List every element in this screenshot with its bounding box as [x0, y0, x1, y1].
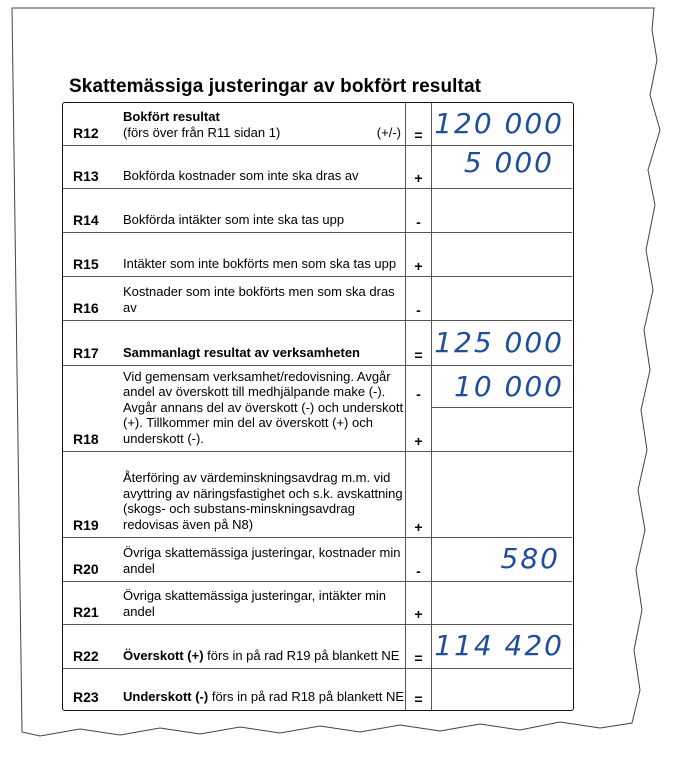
row-code: R14: [73, 212, 99, 228]
row-description-bold: Överskott (+): [123, 647, 204, 663]
row-r14: [63, 188, 572, 232]
row-value-field[interactable]: 580: [500, 542, 560, 575]
tax-adjustment-form: [62, 102, 574, 711]
plus-minus-note: (+/-): [376, 124, 401, 140]
row-value-field[interactable]: 10 000: [454, 370, 564, 403]
row-description-bold: Bokfört resultat: [123, 109, 220, 124]
row-value-field[interactable]: 5 000: [463, 146, 554, 179]
row-sign: +: [414, 258, 423, 274]
row-description: [123, 345, 405, 361]
row-r20: [63, 537, 572, 581]
row-r16: [63, 276, 572, 320]
row-r17: [63, 320, 572, 365]
row-sign: =: [414, 127, 423, 143]
row-description: [123, 109, 405, 140]
row-description-bold: Sammanlagt resultat av verksamheten: [123, 344, 360, 360]
row-sign: +: [414, 606, 423, 622]
row-code: R22: [73, 648, 99, 664]
row-r15: [63, 232, 572, 276]
row-sign: +: [414, 433, 423, 449]
row-r21: [63, 581, 572, 624]
row-code: R12: [73, 125, 99, 141]
row-split-line: [431, 407, 572, 408]
row-code: R20: [73, 561, 99, 577]
row-sign: +: [414, 519, 423, 535]
row-description: [123, 689, 405, 705]
row-code: R23: [73, 689, 99, 705]
row-r22: [63, 624, 572, 668]
row-sign: -: [416, 214, 421, 230]
row-description: Övriga skattemässiga justeringar, intäkter min andel: [123, 588, 386, 619]
row-code: R19: [73, 517, 99, 533]
row-sign-upper: -: [416, 386, 421, 402]
row-description: Kostnader som inte bokförts men som ska dras av: [123, 284, 395, 315]
row-code: R15: [73, 256, 99, 272]
row-r19: [63, 451, 572, 537]
row-code: R13: [73, 168, 99, 184]
row-sign: -: [416, 563, 421, 579]
row-description-text: förs in på rad R18 på blankett NE: [208, 688, 405, 704]
row-sign: -: [416, 302, 421, 318]
row-sign: =: [414, 650, 423, 666]
row-code: R16: [73, 300, 99, 316]
row-description: Vid gemensam verksamhet/redovisning. Avgår andel av överskott till medhjälpande make (-). Avgår annans del av överskott (-) och underskott (+). Tillkommer min del av överskott (+) och underskott (-).: [123, 368, 404, 446]
row-code: R18: [73, 431, 99, 447]
row-code: R17: [73, 345, 99, 361]
row-description-bold: Underskott (-): [123, 688, 209, 704]
row-value-field[interactable]: 125 000: [434, 326, 564, 359]
row-r23: [63, 668, 572, 709]
row-r12: [63, 103, 572, 145]
row-description-text: (förs över från R11 sidan 1): [123, 124, 281, 140]
row-code: R21: [73, 604, 99, 620]
row-description: Återföring av värdeminskningsavdrag m.m. vid avyttring av näringsfastighet och s.k. avskattning (skogs- och substans-minskningsavdrag redovisas även på N8): [123, 470, 403, 532]
row-description: Intäkter som inte bokförts men som ska tas upp: [123, 255, 397, 271]
row-description: [123, 648, 405, 664]
form-title: Skattemässiga justeringar av bokfört resultat: [69, 76, 482, 97]
row-sign: =: [414, 691, 423, 707]
row-value-field[interactable]: 120 000: [434, 107, 564, 140]
row-sign: +: [414, 170, 423, 186]
row-description-text: förs in på rad R19 på blankett NE: [203, 647, 400, 663]
row-sign: =: [414, 347, 423, 363]
row-description: Övriga skattemässiga justeringar, kostnader min andel: [123, 545, 401, 576]
row-description: Bokförda intäkter som inte ska tas upp: [123, 211, 345, 227]
row-r13: [63, 145, 572, 188]
row-r18: [63, 365, 572, 451]
row-value-field[interactable]: 114 420: [434, 629, 564, 662]
row-description: Bokförda kostnader som inte ska dras av: [123, 167, 359, 183]
